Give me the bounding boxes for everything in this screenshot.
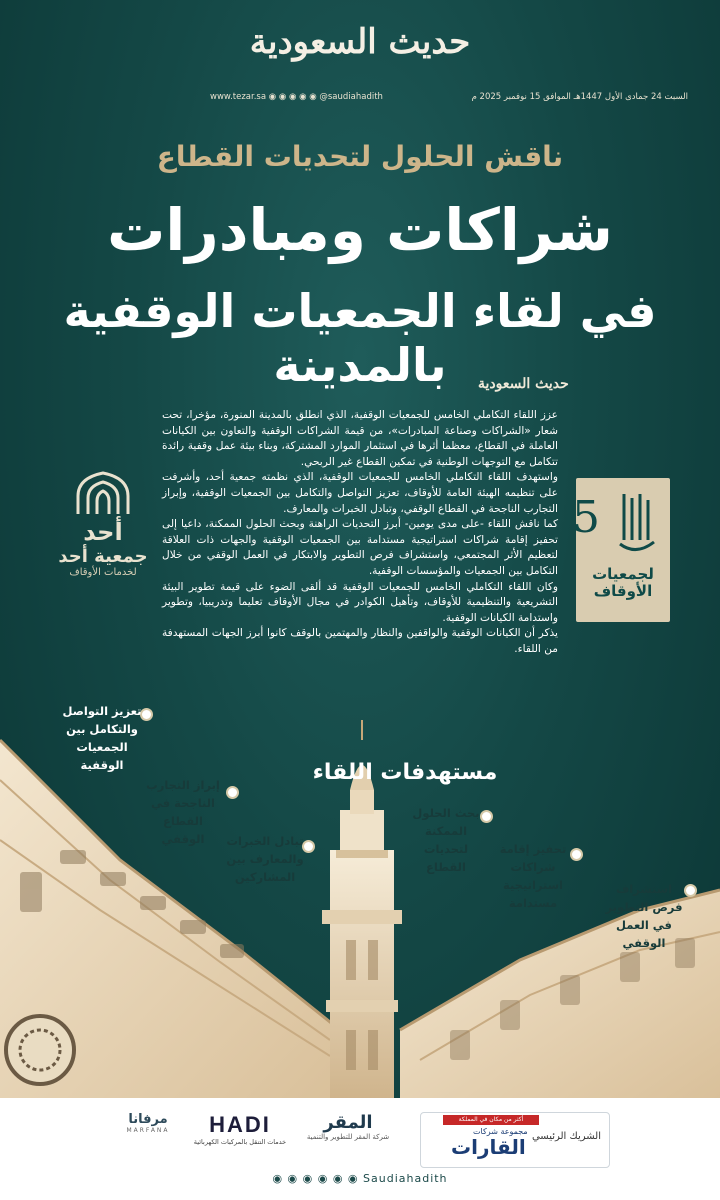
objective-item: إبراز التجارب الناجحة في القطاع الوقفي [146, 778, 220, 846]
article-paragraph: كما ناقش اللقاء -على مدى يومين- أبرز التحديات الراهنة وبحث الحلول الممكنة، داعيا إلى تحفيز إقامة شراكات استراتيجية مستدامة بين الجمعيات الوقفية والجهات ذات العلاقة لتعظيم الأثر المجتمعي، واستشراف فرص التطوير والابتكار في العمل الوقفي من خلال التكامل بين الجمعيات والمؤسسات الوقفية. [162, 518, 558, 577]
partner3-logo [192, 1112, 288, 1168]
partner1-name: القارات [451, 1135, 526, 1159]
objective-marker [480, 810, 493, 823]
forum-title: لجمعيات الأوقاف [592, 565, 654, 600]
objective-item: استشراف فرص التطوير في العمل الوقفي [605, 882, 683, 950]
ahad-association-logo [48, 470, 158, 578]
forum-emblem-icon [572, 486, 660, 560]
partner4-name: مرفانا [128, 1112, 168, 1127]
article-paragraph: واستهدف اللقاء التكاملي الخامس للجمعيات الوقفية، الذي نظمته جمعية أحد، وأشرفت على تنظيمه الهيئة العامة للأوقاف، تعزيز التواصل والتكامل بين الجمعيات الوقفية، وإبراز التجارب الناجحة في القطاع الوقفي، وتبادل الخبرات والمعارف. [162, 471, 558, 515]
article-paragraph: عزز اللقاء التكاملي الخامس للجمعيات الوقفية، الذي انطلق بالمدينة المنورة، مؤخرا، تحت شعار «الشراكات وصناعة المبادرات»، من قيمة الشراكات الوقفية والتعاون بين الكيانات العاملة في القطاع، معظما أثرها في استثمار الموارد المشتركة، وبناء بيئة عمل وقفية رائدة تتكامل مع التوجهات الوطنية في تمكين القطاع غير الربحي. [162, 409, 558, 468]
headline-title-line2: في لقاء الجمعيات الوقفية بالمدينة [63, 284, 657, 392]
partner2-name: المقر [323, 1112, 373, 1133]
integrative-forum-logo [572, 478, 670, 622]
ahad-mark-text: أحد [83, 518, 123, 546]
partner3-sub: خدمات التنقل بالمركبات الكهربائية [193, 1138, 287, 1146]
main-partner-logo [420, 1112, 610, 1168]
objective-item: تبادل الخبرات والمعارف بين المشاركين [226, 834, 304, 884]
partner2-logo [298, 1112, 398, 1168]
forum-number: 5 [572, 492, 600, 543]
headline-title-line1: شراكات ومبادرات [107, 196, 613, 264]
objective-marker [570, 848, 583, 861]
objective-item: تعزيز التواصل والتكامل بين الجمعيات الوقفية [62, 704, 142, 772]
article-paragraph: وكان اللقاء التكاملي الخامس للجمعيات الوقفية قد ألقى الضوء على قيمة تطوير البيئة التشريعية والتنظيمية للأوقاف، وتأهيل الكوادر في مجال الأوقاف تعليما وتدريبيا، وتطوير واستدامة الكيانات الوقفية. [162, 580, 558, 624]
partner4-sub: MARFANA [126, 1127, 170, 1134]
objective-marker [684, 884, 697, 897]
objective-item: بحث الحلول الممكنة لتحديات القطاع [412, 806, 480, 874]
article-paragraph: يذكر أن الكيانات الوقفية والواقفين والنظار والمهتمين بالوقف كانوا أبرز الجهات المستهدفة من اللقاء. [162, 627, 558, 655]
partner4-logo [112, 1112, 184, 1168]
objectives-title: مستهدفات اللقاء [312, 760, 498, 785]
ahad-subtitle: لخدمات الأوقاف [69, 567, 137, 578]
dome-icon [72, 470, 134, 516]
masthead-logo: حديث السعودية [249, 22, 471, 62]
article-body [162, 408, 558, 658]
byline-logo: حديث السعودية [478, 376, 569, 392]
headline-kicker: ناقش الحلول لتحديات القطاع [156, 140, 564, 173]
partner1-tagline: أكثر من مكان في المملكة [443, 1115, 539, 1125]
partner2-sub: شركة المقر للتطوير والتنمية [306, 1133, 390, 1141]
ahad-name: جمعية أحد [58, 546, 148, 567]
partner3-name: HADI [209, 1112, 271, 1137]
main-partner-label: الشريك الرئيسي [531, 1131, 601, 1142]
objective-item: تحفيز إقامة شراكات استراتيجية مستدامة [499, 842, 567, 910]
footer-social-handles: ◉ ◉ ◉ ◉ ◉ ◉ Saudiahadith [272, 1172, 448, 1185]
social-handles: www.tezar.sa ◉ ◉ ◉ ◉ ◉ @saudiahadith [210, 92, 383, 102]
partner1-group: مجموعة شركات [473, 1127, 528, 1136]
objective-marker [226, 786, 239, 799]
date-line: السبت 24 جمادى الأول 1447هـ الموافق 15 نوفمبر 2025 م [471, 92, 688, 102]
